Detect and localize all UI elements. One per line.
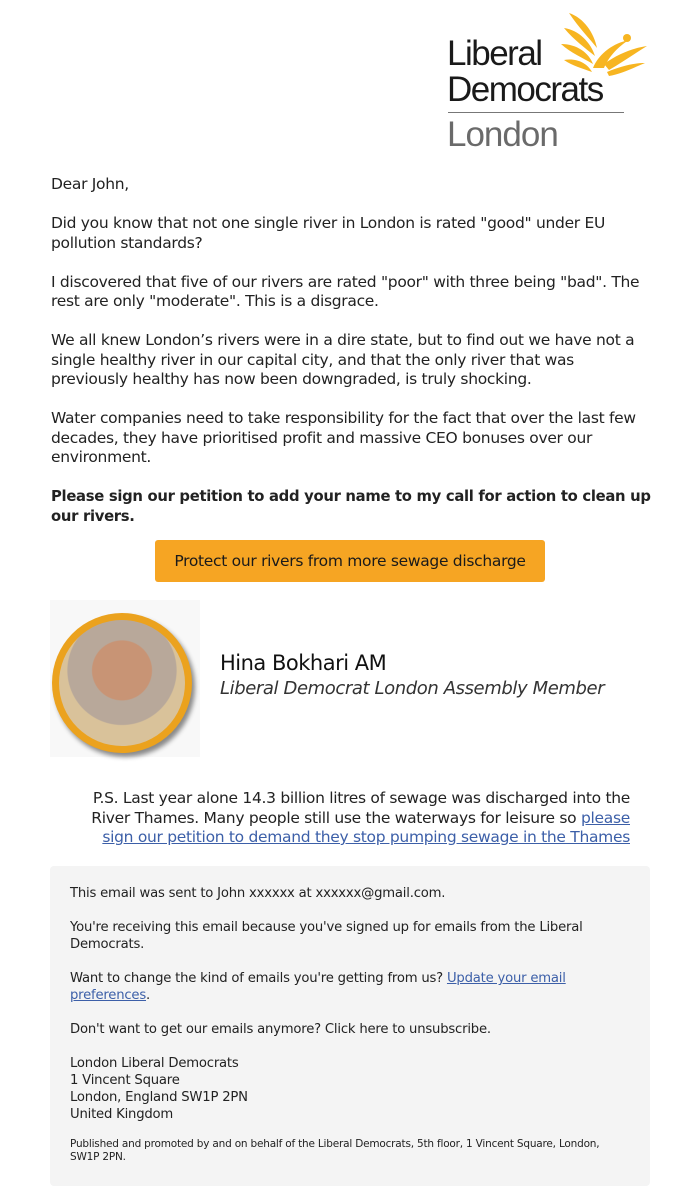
address-line: London Liberal Democrats xyxy=(70,1056,239,1071)
address-line: London, England SW1P 2PN xyxy=(70,1090,248,1105)
petition-button[interactable]: Protect our rivers from more sewage discharge xyxy=(155,540,545,582)
call-to-action: Please sign our petition to add your name to my call for action to clean up our rivers. xyxy=(51,488,651,525)
logo-text-london: London xyxy=(447,115,558,154)
preferences-notice xyxy=(70,970,630,1004)
paragraph: We all knew London’s rivers were in a dire state, but to find out we have not a single healthy river in our capital city, and that the only river that was previously healthy has now been downgraded, is truly shocking. xyxy=(51,331,635,388)
logo-divider xyxy=(448,112,624,113)
signature-name: Hina Bokhari AM xyxy=(220,651,387,675)
postscript xyxy=(80,789,630,848)
avatar xyxy=(59,620,185,746)
imprint: Published and promoted by and on behalf of the Liberal Democrats, 5th floor, 1 Vincent Square, London, SW1P 2PN. xyxy=(70,1138,600,1163)
ps-text: P.S. Last year alone 14.3 billion litres of sewage was discharged into the River Thames. Many people still use the waterways for leisure so xyxy=(91,789,630,827)
logo-text-liberal: Liberal xyxy=(447,34,542,73)
petition-link[interactable]: please sign our petition to demand they stop pumping sewage in the Thames xyxy=(102,808,630,846)
address-line: United Kingdom xyxy=(70,1107,174,1122)
preferences-end: . xyxy=(146,988,151,1003)
paragraph: Water companies need to take responsibility for the fact that over the last few decades, they have prioritised profit and massive CEO bonuses over our environment. xyxy=(51,409,636,466)
letter-body xyxy=(51,175,651,546)
postal-address xyxy=(70,1055,630,1123)
address-line: 1 Vincent Square xyxy=(70,1073,180,1088)
paragraph: Did you know that not one single river in London is rated "good" under EU pollution standards? xyxy=(51,214,606,252)
unsubscribe-link[interactable]: Don't want to get our emails anymore? Click here to unsubscribe. xyxy=(70,1022,491,1037)
greeting: Dear John, xyxy=(51,175,129,193)
sent-to-notice: This email was sent to John xxxxxx at xxxxxx@gmail.com. xyxy=(70,886,446,901)
paragraph: I discovered that five of our rivers are rated "poor" with three being "bad". The rest are only "moderate". This is a disgrace. xyxy=(51,272,640,310)
subscription-reason: You're receiving this email because you've signed up for emails from the Liberal Democrats. xyxy=(70,920,583,952)
author-photo xyxy=(50,600,200,757)
signature-role: Liberal Democrat London Assembly Member xyxy=(220,678,605,699)
preferences-text: Want to change the kind of emails you're getting from us? xyxy=(70,971,447,986)
liberal-democrats-london-logo xyxy=(447,8,647,153)
update-preferences-link[interactable]: Update your email preferences xyxy=(70,971,566,1003)
logo-text-democrats: Democrats xyxy=(447,70,603,109)
email-footer xyxy=(50,866,650,1186)
